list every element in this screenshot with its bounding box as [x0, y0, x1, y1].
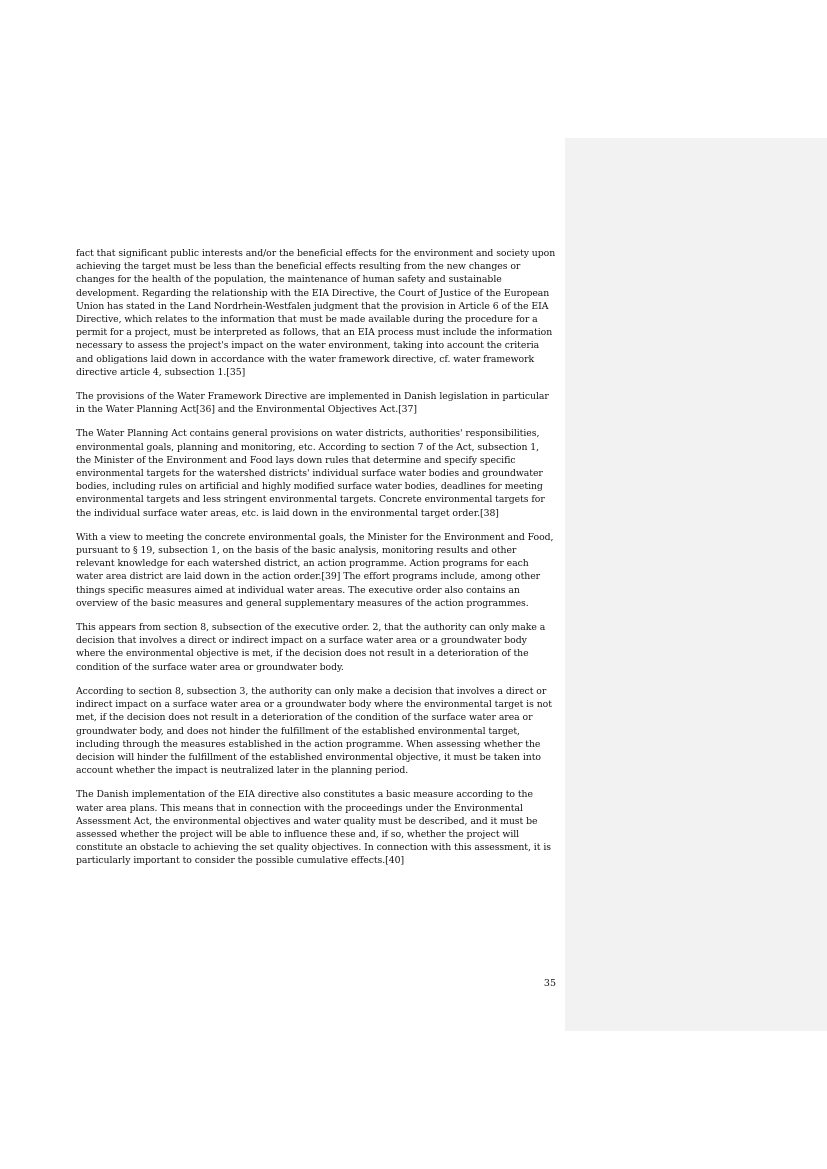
paragraph-7: The Danish implementation of the EIA directive also constitutes a basic measure according to the water area plans. This means that in connection with the proceedings under the Environmental Assessment Act, the environmental objectives and water quality must be described, and it must be assessed whether the project will be able to influence these and, if so, whether the project will constitute an obstacle to achieving the set quality objectives. In connection with this assessment, it is particularly important to consider the possible cumulative effects.[40] — [76, 789, 551, 867]
paragraph-6: According to section 8, subsection 3, the authority can only make a decision that involves a direct or indirect impact on a surface water area or a groundwater body where the environmental target is not met, if the decision does not result in a deterioration of the condition of the surface water area or groundwater body, and does not hinder the fulfillment of the established environmental target, including through the measures established in the action programme. When assessing whether the decision will hinder the fulfillment of the established environmental objective, it must be taken into account whether the impact is neutralized later in the planning period. — [76, 685, 552, 777]
paragraph-3: The Water Planning Act contains general provisions on water districts, authorities' responsibilities, environmental goals, planning and monitoring, etc. According to section 7 of the Act, subsection 1, the Minister of the Environment and Food lays down rules that determine and specify specific environmental targets for the watershed districts' individual surface water bodies and groundwater bodies, including rules on artificial and highly modified surface water bodies, deadlines for meeting environmental targets and less stringent environmental targets. Concrete environmental targets for the individual surface water areas, etc. is laid down in the environmental target order.[38] — [76, 428, 545, 519]
paragraph-2: The provisions of the Water Framework Directive are implemented in Danish legislation in particular in the Water Planning Act[36] and the Environmental Objectives Act.[37] — [76, 391, 549, 416]
page-number: 35 — [543, 978, 556, 989]
page-body — [76, 247, 556, 879]
comment-pane — [565, 138, 827, 1031]
paragraph-1: fact that significant public interests and/or the beneficial effects for the environment and society upon achieving the target must be less than the beneficial effects resulting from the new changes or changes for the health of the population, the maintenance of human safety and sustainable development. Regarding the relationship with the EIA Directive, the Court of Justice of the European Union has stated in the Land Nordrhein-Westfalen judgment that the provision in Article 6 of the EIA Directive, which relates to the information that must be made available during the procedure for a permit for a project, must be interpreted as follows, that an EIA process must include the information necessary to assess the project's impact on the water environment, taking into account the criteria and obligations laid down in accordance with the water framework directive, cf. water framework directive article 4, subsection 1.[35] — [76, 248, 556, 378]
paragraph-5: This appears from section 8, subsection of the executive order. 2, that the authority can only make a decision that involves a direct or indirect impact on a surface water area or a groundwater body where the environmental objective is met, if the decision does not result in a deterioration of the condition of the surface water area or groundwater body. — [76, 622, 546, 673]
paragraph-4: With a view to meeting the concrete environmental goals, the Minister for the Environment and Food, pursuant to § 19, subsection 1, on the basis of the basic analysis, monitoring results and other relevant knowledge for each watershed district, an action programme. Action programs for each water area district are laid down in the action order.[39] The effort programs include, among other things specific measures aimed at individual water areas. The executive order also contains an overview of the basic measures and general supplementary measures of the action programmes. — [76, 531, 554, 609]
